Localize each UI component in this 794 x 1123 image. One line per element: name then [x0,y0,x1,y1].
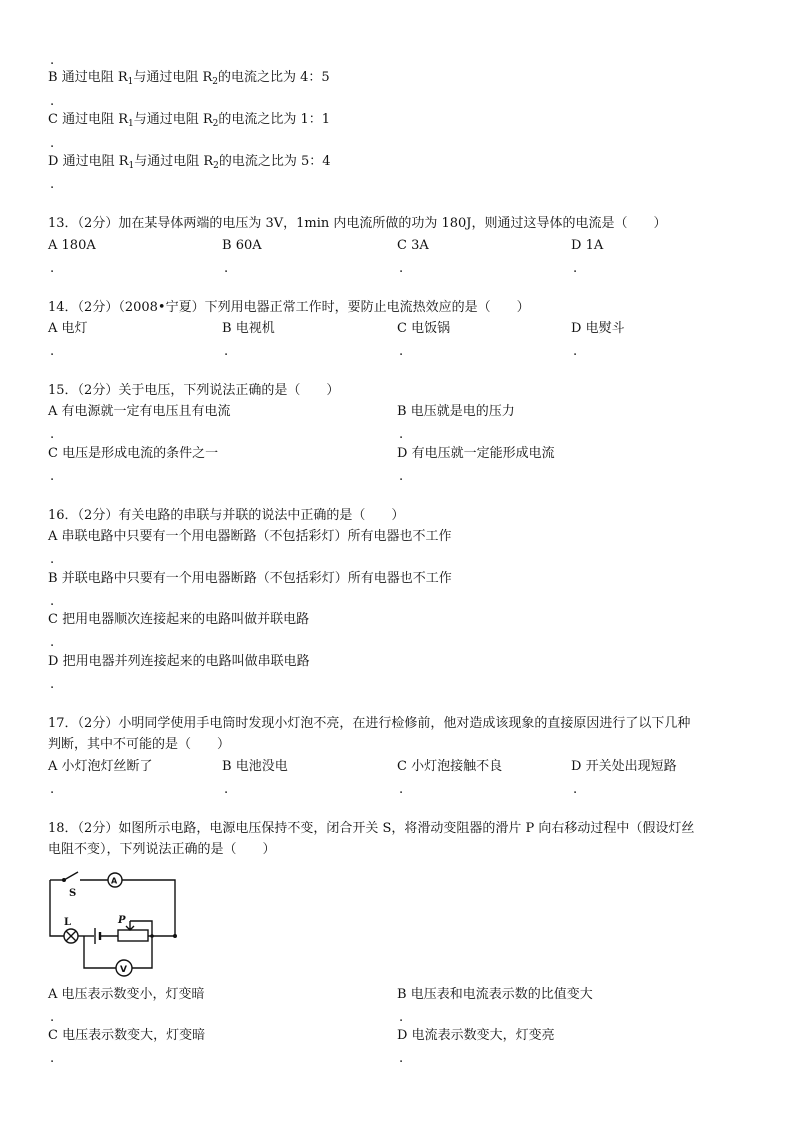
option-dot: . [224,344,229,359]
q15-option-c: C 电压是形成电流的条件之一 [48,446,219,461]
option-dot: . [50,344,55,359]
q12-option-c: C 通过电阻 $R_1$与通过电阻 $R_2$的电流之比为 1：1 [48,112,331,129]
q13-option-c: C 3A [397,238,429,253]
option-dot: . [573,344,578,359]
option-dot: . [50,136,55,151]
q13-option-b: B 60A [222,238,262,253]
option-dot: . [399,782,404,797]
option-dot: . [50,261,55,276]
q18-stem-line2: 电阻不变），下列说法正确的是（ ） [48,842,276,857]
left-wire [50,880,64,936]
ammeter-label: A [111,876,118,886]
option-dot: . [50,594,55,609]
q16-option-a: A 串联电路中只要有一个用电器断路（不包括彩灯）所有电器也不工作 [48,529,452,544]
switch-blade [64,872,78,880]
rheostat-icon [118,930,148,941]
q14-option-d: D 电熨斗 [571,321,625,336]
option-dot: . [573,782,578,797]
circuit-diagram [42,866,187,981]
q15-option-a: A 有电源就一定有电压且有电流 [48,404,231,419]
option-dot: . [50,677,55,692]
q12-option-d: D 通过电阻 $R_1$与通过电阻 $R_2$的电流之比为 5：4 [48,154,331,171]
option-dot: . [573,261,578,276]
q14-option-a: A 电灯 [48,321,88,336]
q17-option-c: C 小灯泡接触不良 [397,759,503,774]
option-dot: . [50,427,55,442]
lamp-cross [66,931,76,941]
option-dot: . [399,1051,404,1066]
q15-option-d: D 有电压就一定能形成电流 [397,446,555,461]
q16-stem: 16．（2分）有关电路的串联与并联的说法中正确的是（ ） [48,508,405,523]
q18-option-c: C 电压表示数变大，灯变暗 [48,1028,206,1043]
option-dot: . [50,1051,55,1066]
q14-option-b: B 电视机 [222,321,275,336]
option-dot: . [50,53,55,68]
junction-dot [150,934,154,938]
q14-stem: 14．（2分）（2008•宁夏）下列用电器正常工作时，要防止电流热效应的是（ ） [48,300,530,315]
slider-label: P [118,915,126,926]
option-dot: . [399,427,404,442]
option-dot: . [224,782,229,797]
q18-option-d: D 电流表示数变大，灯变亮 [397,1028,555,1043]
rheostat-slider [126,921,134,930]
option-dot: . [399,344,404,359]
option-dot: . [50,782,55,797]
q12-option-b: B 通过电阻 $R_1$与通过电阻 $R_2$的电流之比为 4：5 [48,70,330,87]
q17-option-b: B 电池没电 [222,759,288,774]
q16-option-b: B 并联电路中只要有一个用电器断路（不包括彩灯）所有电器也不工作 [48,571,452,586]
option-dot: . [50,1010,55,1025]
q18-option-a: A 电压表示数变小，灯变暗 [48,987,205,1002]
switch-label: S [69,888,77,899]
q17-option-d: D 开关处出现短路 [571,759,677,774]
q14-option-c: C 电饭锅 [397,321,451,336]
q13-stem: 13．（2分）加在某导体两端的电压为 3V，1min 内电流所做的功为 180J，则通过这导体的电流是（ ） [48,216,667,231]
q13-option-a: A 180A [48,238,96,253]
q13-option-d: D 1A [571,238,604,253]
q16-option-d: D 把用电器并列连接起来的电路叫做串联电路 [48,654,310,669]
option-dot: . [399,261,404,276]
q17-stem-line1: 17．（2分）小明同学使用手电筒时发现小灯泡不亮，在进行检修前，他对造成该现象的直接原因进行了以下几种 [48,716,691,731]
q17-option-a: A 小灯泡灯丝断了 [48,759,153,774]
q16-option-c: C 把用电器顺次连接起来的电路叫做并联电路 [48,612,310,627]
q18-stem-line1: 18．（2分）如图所示电路，电源电压保持不变，闭合开关 S，将滑动变阻器的滑片 P 向右移动过程中（假设灯丝 [48,821,695,836]
option-dot: . [50,94,55,109]
option-dot: . [50,552,55,567]
option-dot: . [50,177,55,192]
q17-stem-line2: 判断，其中不可能的是（ ） [48,737,231,752]
voltmeter-label: V [120,965,127,975]
q18-option-b: B 电压表和电流表示数的比值变大 [397,987,593,1002]
lamp-label: L [64,917,72,928]
option-dot: . [399,1010,404,1025]
junction-dot [62,878,66,882]
junction-dot [173,934,177,938]
option-dot: . [50,635,55,650]
option-dot: . [399,469,404,484]
q15-option-b: B 电压就是电的压力 [397,404,515,419]
option-dot: . [224,261,229,276]
option-dot: . [50,469,55,484]
q15-stem: 15．（2分）关于电压，下列说法正确的是（ ） [48,383,340,398]
